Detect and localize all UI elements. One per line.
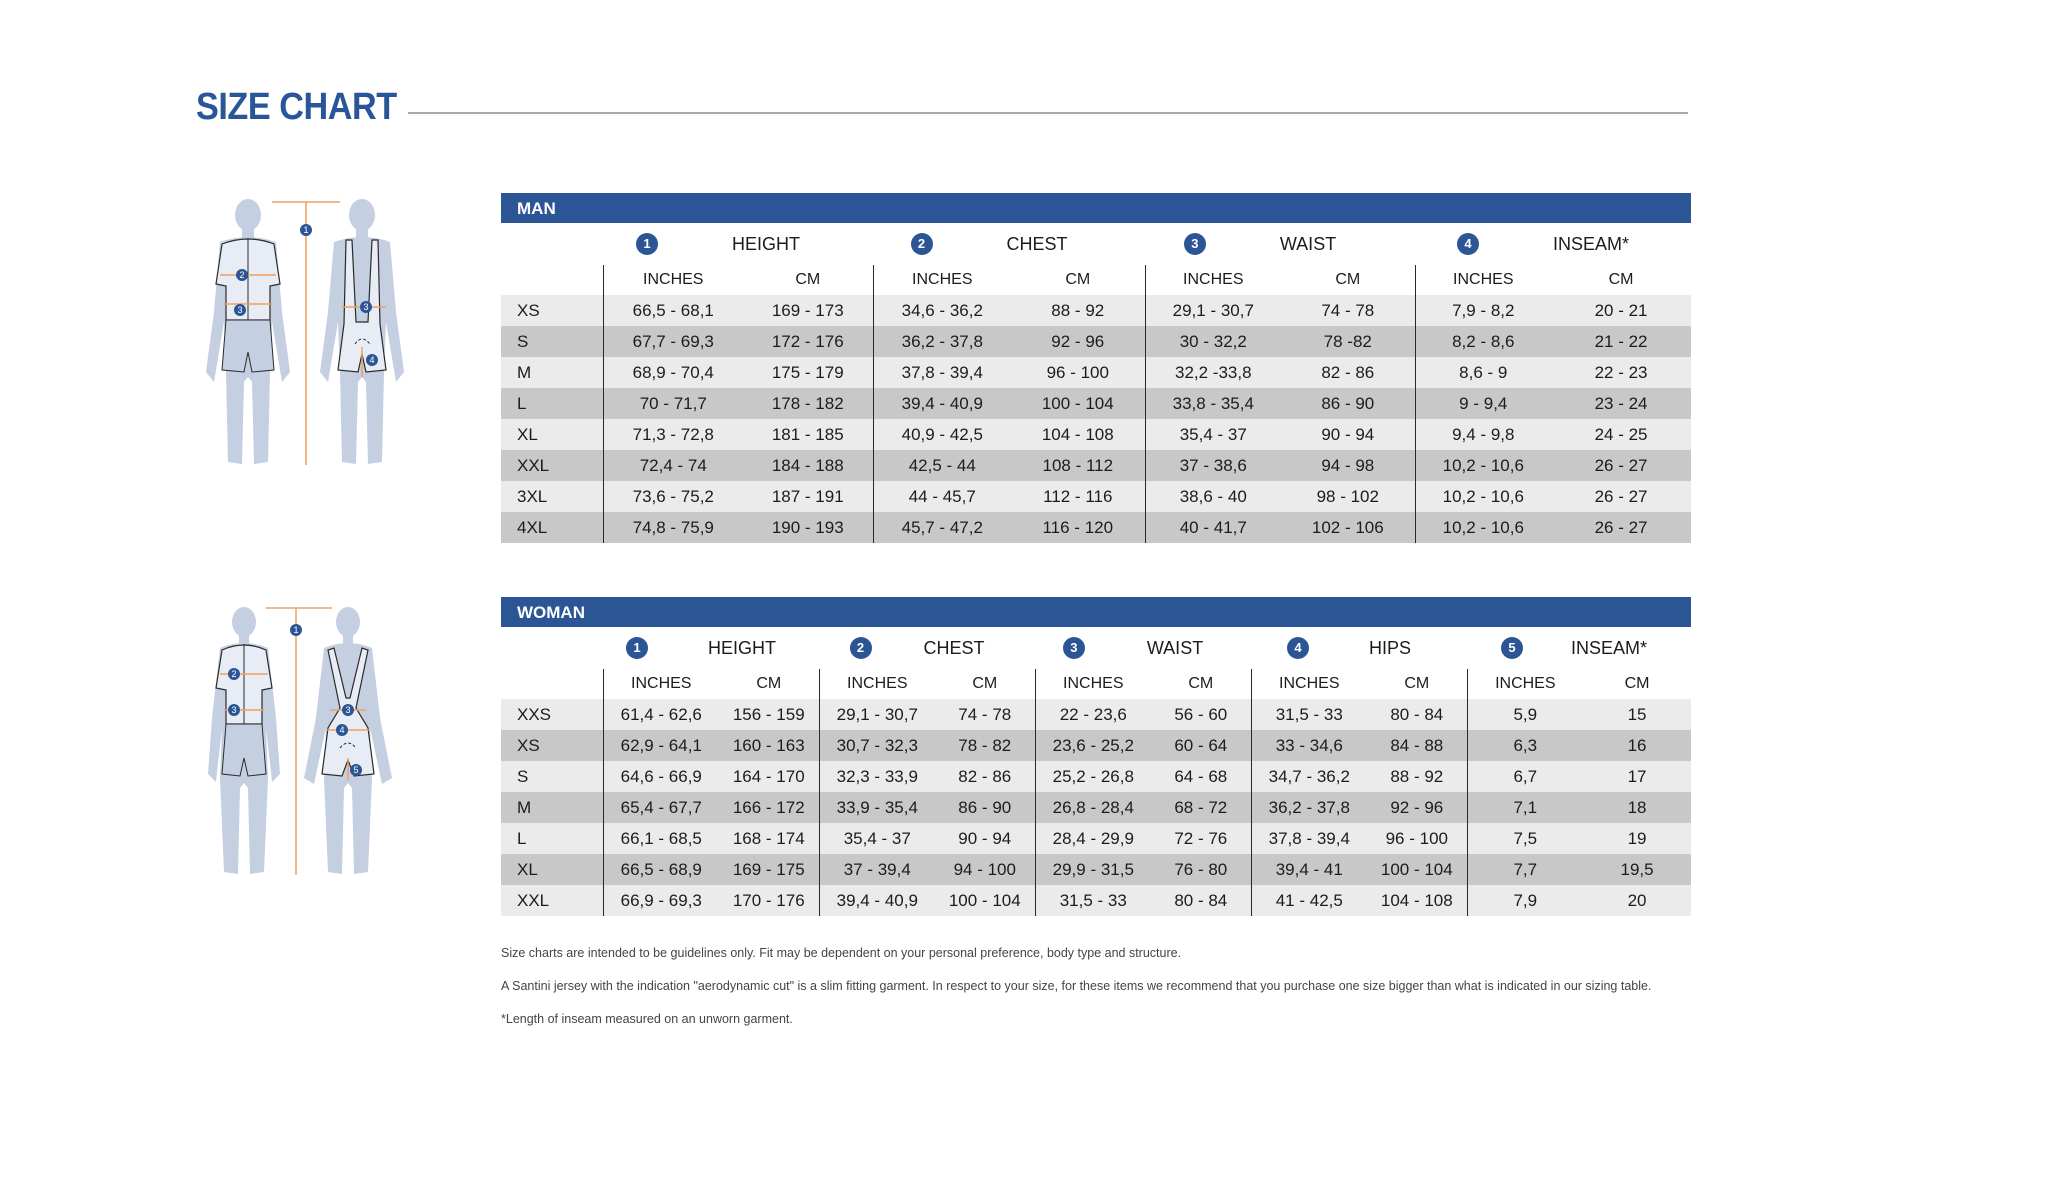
size-label: XS [501, 295, 603, 326]
table-cell: 15 [1583, 699, 1691, 730]
table-cell: 78 -82 [1281, 326, 1415, 357]
table-cell: 68 - 72 [1151, 792, 1251, 823]
unit-label: INCHES [1145, 265, 1281, 295]
size-label: 3XL [501, 481, 603, 512]
table-cell: 86 - 90 [935, 792, 1035, 823]
man-marker-3: 3 [237, 305, 243, 315]
size-label: M [501, 792, 603, 823]
unit-label: CM [795, 271, 821, 288]
table-cell: 39,4 - 40,9 [819, 885, 935, 916]
note-guidelines: Size charts are intended to be guidelines only. Fit may be dependent on your personal preference, body type and structure. [501, 946, 1182, 960]
table-cell: 76 - 80 [1151, 854, 1251, 885]
woman-group-chest: 2 CHEST [819, 627, 1035, 669]
table-row [501, 295, 1691, 326]
table-cell: 56 - 60 [1151, 699, 1251, 730]
table-cell: 62,9 - 64,1 [603, 730, 719, 761]
table-cell: 37 - 38,6 [1145, 450, 1281, 481]
table-cell: 29,9 - 31,5 [1035, 854, 1151, 885]
table-row [501, 388, 1691, 419]
table-cell: 30 - 32,2 [1145, 326, 1281, 357]
table-cell: 37,8 - 39,4 [1251, 823, 1367, 854]
table-cell: 40 - 41,7 [1145, 512, 1281, 543]
table-cell: 156 - 159 [719, 699, 819, 730]
man-unit-header [501, 265, 1691, 295]
table-cell: 29,1 - 30,7 [1145, 295, 1281, 326]
table-row [501, 326, 1691, 357]
table-cell: 17 [1583, 761, 1691, 792]
table-cell: 7,9 [1467, 885, 1583, 916]
table-cell: 88 - 92 [1367, 761, 1467, 792]
table-cell: 66,5 - 68,1 [603, 295, 743, 326]
table-cell: 10,2 - 10,6 [1415, 450, 1551, 481]
table-cell: 19,5 [1583, 854, 1691, 885]
size-label: 4XL [501, 512, 603, 543]
size-label: XXL [501, 885, 603, 916]
table-cell: 64 - 68 [1151, 761, 1251, 792]
woman-group-height: 1 HEIGHT [603, 627, 819, 669]
table-cell: 71,3 - 72,8 [603, 419, 743, 450]
woman-marker-1: 1 [293, 625, 299, 635]
unit-label: INCHES [1251, 669, 1367, 699]
table-cell: 42,5 - 44 [873, 450, 1011, 481]
table-cell: 74 - 78 [1281, 295, 1415, 326]
woman-rows [501, 699, 1691, 916]
unit-label: CM [1404, 675, 1430, 692]
table-cell: 37 - 39,4 [819, 854, 935, 885]
man-group-header [501, 223, 1691, 265]
table-cell: 39,4 - 40,9 [873, 388, 1011, 419]
woman-marker-2: 2 [231, 669, 237, 679]
table-cell: 66,1 - 68,5 [603, 823, 719, 854]
woman-marker-5: 5 [353, 765, 359, 775]
table-cell: 94 - 100 [935, 854, 1035, 885]
table-cell: 102 - 106 [1281, 512, 1415, 543]
table-cell: 16 [1583, 730, 1691, 761]
table-row [501, 730, 1691, 761]
table-cell: 88 - 92 [1011, 295, 1145, 326]
table-cell: 92 - 96 [1367, 792, 1467, 823]
woman-group-hips: 4 HIPS [1251, 627, 1467, 669]
table-cell: 32,3 - 33,9 [819, 761, 935, 792]
table-cell: 31,5 - 33 [1035, 885, 1151, 916]
table-cell: 116 - 120 [1011, 512, 1145, 543]
man-marker-2: 2 [239, 270, 245, 280]
man-group-waist: 3 WAIST [1145, 223, 1415, 265]
table-cell: 8,2 - 8,6 [1415, 326, 1551, 357]
table-cell: 64,6 - 66,9 [603, 761, 719, 792]
table-cell: 26 - 27 [1551, 450, 1691, 481]
table-cell: 7,5 [1467, 823, 1583, 854]
table-cell: 9,4 - 9,8 [1415, 419, 1551, 450]
table-cell: 23,6 - 25,2 [1035, 730, 1151, 761]
table-row [501, 885, 1691, 916]
unit-label: INCHES [1467, 669, 1583, 699]
man-rows [501, 295, 1691, 543]
table-cell: 178 - 182 [743, 388, 873, 419]
table-cell: 38,6 - 40 [1145, 481, 1281, 512]
table-cell: 100 - 104 [1011, 388, 1145, 419]
table-cell: 9 - 9,4 [1415, 388, 1551, 419]
table-cell: 37,8 - 39,4 [873, 357, 1011, 388]
table-cell: 20 - 21 [1551, 295, 1691, 326]
table-cell: 68,9 - 70,4 [603, 357, 743, 388]
footnotes [501, 946, 1701, 1045]
table-cell: 72,4 - 74 [603, 450, 743, 481]
table-cell: 84 - 88 [1367, 730, 1467, 761]
table-cell: 32,2 -33,8 [1145, 357, 1281, 388]
table-cell: 100 - 104 [1367, 854, 1467, 885]
man-marker-1: 1 [303, 225, 309, 235]
table-cell: 8,6 - 9 [1415, 357, 1551, 388]
page-title: SIZE CHART [196, 86, 397, 128]
unit-label: CM [1188, 675, 1214, 692]
table-cell: 33,9 - 35,4 [819, 792, 935, 823]
size-label: XS [501, 730, 603, 761]
table-cell: 28,4 - 29,9 [1035, 823, 1151, 854]
table-cell: 181 - 185 [743, 419, 873, 450]
note-aerodynamic-cut: A Santini jersey with the indication "aerodynamic cut" is a slim fitting garment. In respect to your size, for these items we recommend that you purchase one size bigger than what is indicated in our sizing table. [501, 979, 1652, 993]
note-inseam: *Length of inseam measured on an unworn garment. [501, 1012, 793, 1026]
size-label: XXS [501, 699, 603, 730]
table-cell: 74 - 78 [935, 699, 1035, 730]
unit-label: INCHES [603, 265, 743, 295]
unit-label: CM [972, 675, 998, 692]
size-label: XL [501, 419, 603, 450]
table-cell: 24 - 25 [1551, 419, 1691, 450]
woman-marker-3b: 3 [345, 705, 351, 715]
table-cell: 187 - 191 [743, 481, 873, 512]
table-cell: 26,8 - 28,4 [1035, 792, 1151, 823]
woman-marker-4: 4 [339, 725, 345, 735]
table-row [501, 419, 1691, 450]
table-cell: 45,7 - 47,2 [873, 512, 1011, 543]
unit-label: CM [1065, 271, 1091, 288]
table-cell: 184 - 188 [743, 450, 873, 481]
table-row [501, 699, 1691, 730]
table-cell: 7,9 - 8,2 [1415, 295, 1551, 326]
man-group-height: 1 HEIGHT [603, 223, 873, 265]
unit-label: INCHES [1035, 669, 1151, 699]
table-cell: 6,3 [1467, 730, 1583, 761]
table-cell: 26 - 27 [1551, 481, 1691, 512]
table-cell: 98 - 102 [1281, 481, 1415, 512]
woman-group-inseam: 5 INSEAM* [1467, 627, 1691, 669]
woman-group-header [501, 627, 1691, 669]
man-measurement-figure [190, 192, 430, 472]
table-cell: 66,5 - 68,9 [603, 854, 719, 885]
table-row [501, 512, 1691, 543]
woman-size-table [501, 597, 1691, 916]
table-cell: 175 - 179 [743, 357, 873, 388]
size-label: XXL [501, 450, 603, 481]
table-cell: 22 - 23,6 [1035, 699, 1151, 730]
table-cell: 35,4 - 37 [1145, 419, 1281, 450]
table-cell: 82 - 86 [935, 761, 1035, 792]
table-cell: 10,2 - 10,6 [1415, 512, 1551, 543]
table-cell: 7,7 [1467, 854, 1583, 885]
table-cell: 7,1 [1467, 792, 1583, 823]
table-cell: 6,7 [1467, 761, 1583, 792]
unit-label: CM [1335, 271, 1361, 288]
table-cell: 104 - 108 [1011, 419, 1145, 450]
table-cell: 34,7 - 36,2 [1251, 761, 1367, 792]
woman-measurement-figure [196, 598, 416, 883]
man-marker-4: 4 [369, 355, 375, 365]
table-row [501, 761, 1691, 792]
table-cell: 18 [1583, 792, 1691, 823]
table-cell: 25,2 - 26,8 [1035, 761, 1151, 792]
table-cell: 67,7 - 69,3 [603, 326, 743, 357]
title-divider [408, 112, 1688, 114]
man-size-table [501, 193, 1691, 543]
table-cell: 74,8 - 75,9 [603, 512, 743, 543]
table-cell: 70 - 71,7 [603, 388, 743, 419]
woman-group-waist: 3 WAIST [1035, 627, 1251, 669]
woman-band: WOMAN [501, 597, 1691, 627]
table-cell: 20 [1583, 885, 1691, 916]
table-row [501, 450, 1691, 481]
table-cell: 26 - 27 [1551, 512, 1691, 543]
size-label: L [501, 823, 603, 854]
size-label: M [501, 357, 603, 388]
table-cell: 22 - 23 [1551, 357, 1691, 388]
table-cell: 60 - 64 [1151, 730, 1251, 761]
table-cell: 190 - 193 [743, 512, 873, 543]
table-cell: 104 - 108 [1367, 885, 1467, 916]
table-cell: 29,1 - 30,7 [819, 699, 935, 730]
table-cell: 164 - 170 [719, 761, 819, 792]
man-group-inseam: 4 INSEAM* [1415, 223, 1691, 265]
man-group-chest: 2 CHEST [873, 223, 1145, 265]
table-row [501, 792, 1691, 823]
man-marker-3b: 3 [363, 302, 369, 312]
table-row [501, 823, 1691, 854]
table-cell: 21 - 22 [1551, 326, 1691, 357]
table-cell: 10,2 - 10,6 [1415, 481, 1551, 512]
table-cell: 35,4 - 37 [819, 823, 935, 854]
table-cell: 160 - 163 [719, 730, 819, 761]
table-cell: 169 - 175 [719, 854, 819, 885]
table-cell: 36,2 - 37,8 [1251, 792, 1367, 823]
table-cell: 96 - 100 [1367, 823, 1467, 854]
table-cell: 41 - 42,5 [1251, 885, 1367, 916]
woman-marker-3: 3 [231, 705, 237, 715]
table-cell: 169 - 173 [743, 295, 873, 326]
table-cell: 94 - 98 [1281, 450, 1415, 481]
table-cell: 65,4 - 67,7 [603, 792, 719, 823]
unit-label: CM [1624, 675, 1650, 692]
table-cell: 61,4 - 62,6 [603, 699, 719, 730]
man-band: MAN [501, 193, 1691, 223]
table-cell: 23 - 24 [1551, 388, 1691, 419]
unit-label: CM [756, 675, 782, 692]
table-cell: 80 - 84 [1367, 699, 1467, 730]
table-cell: 33 - 34,6 [1251, 730, 1367, 761]
table-cell: 44 - 45,7 [873, 481, 1011, 512]
table-cell: 170 - 176 [719, 885, 819, 916]
table-cell: 92 - 96 [1011, 326, 1145, 357]
unit-label: INCHES [603, 669, 719, 699]
table-cell: 31,5 - 33 [1251, 699, 1367, 730]
table-row [501, 357, 1691, 388]
woman-unit-header [501, 669, 1691, 699]
table-cell: 19 [1583, 823, 1691, 854]
table-cell: 90 - 94 [1281, 419, 1415, 450]
table-cell: 108 - 112 [1011, 450, 1145, 481]
table-cell: 78 - 82 [935, 730, 1035, 761]
unit-label: INCHES [873, 265, 1011, 295]
table-cell: 80 - 84 [1151, 885, 1251, 916]
unit-label: INCHES [1415, 265, 1551, 295]
table-cell: 66,9 - 69,3 [603, 885, 719, 916]
size-label: S [501, 326, 603, 357]
table-cell: 90 - 94 [935, 823, 1035, 854]
table-cell: 5,9 [1467, 699, 1583, 730]
table-cell: 82 - 86 [1281, 357, 1415, 388]
size-label: L [501, 388, 603, 419]
table-cell: 72 - 76 [1151, 823, 1251, 854]
table-row [501, 481, 1691, 512]
table-cell: 112 - 116 [1011, 481, 1145, 512]
size-label: S [501, 761, 603, 792]
table-cell: 166 - 172 [719, 792, 819, 823]
table-cell: 30,7 - 32,3 [819, 730, 935, 761]
table-cell: 34,6 - 36,2 [873, 295, 1011, 326]
table-cell: 96 - 100 [1011, 357, 1145, 388]
unit-label: CM [1608, 271, 1634, 288]
table-row [501, 854, 1691, 885]
size-label: XL [501, 854, 603, 885]
table-cell: 36,2 - 37,8 [873, 326, 1011, 357]
table-cell: 33,8 - 35,4 [1145, 388, 1281, 419]
table-cell: 172 - 176 [743, 326, 873, 357]
table-cell: 39,4 - 41 [1251, 854, 1367, 885]
table-cell: 100 - 104 [935, 885, 1035, 916]
table-cell: 73,6 - 75,2 [603, 481, 743, 512]
table-cell: 86 - 90 [1281, 388, 1415, 419]
table-cell: 40,9 - 42,5 [873, 419, 1011, 450]
table-cell: 168 - 174 [719, 823, 819, 854]
unit-label: INCHES [819, 669, 935, 699]
